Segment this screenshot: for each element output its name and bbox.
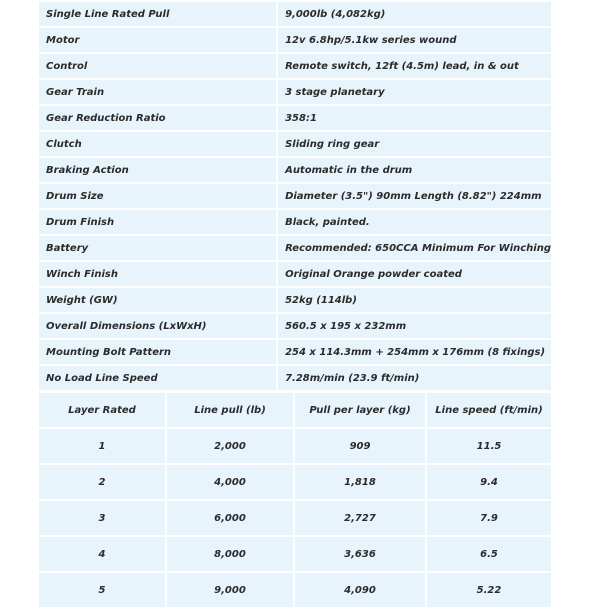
layer-cell: 3 — [39, 501, 167, 537]
line-speed-cell: 7.9 — [427, 501, 551, 537]
spec-value: Original Orange powder coated — [278, 262, 551, 288]
layer-cell: 1 — [39, 429, 167, 465]
line-pull-cell: 2,000 — [167, 429, 295, 465]
spec-row — [39, 262, 551, 288]
spec-label: Control — [39, 54, 278, 80]
spec-row — [39, 54, 551, 80]
spec-row — [39, 2, 551, 28]
pull-per-layer-cell: 3,636 — [295, 537, 427, 573]
table-row — [39, 573, 551, 609]
pull-per-layer-cell: 1,818 — [295, 465, 427, 501]
column-header-pull-per-layer: Pull per layer (kg) — [295, 393, 427, 429]
spec-row — [39, 184, 551, 210]
table-row — [39, 537, 551, 573]
performance-table — [39, 393, 551, 609]
layer-cell: 2 — [39, 465, 167, 501]
spec-label: No Load Line Speed — [39, 366, 278, 392]
spec-label: Winch Finish — [39, 262, 278, 288]
spec-label: Gear Reduction Ratio — [39, 106, 278, 132]
spec-row — [39, 132, 551, 158]
spec-row — [39, 288, 551, 314]
spec-value: Automatic in the drum — [278, 158, 551, 184]
line-speed-cell: 11.5 — [427, 429, 551, 465]
spec-row — [39, 80, 551, 106]
spec-value: 7.28m/min (23.9 ft/min) — [278, 366, 551, 392]
table-row — [39, 429, 551, 465]
table-row — [39, 501, 551, 537]
spec-value: 254 x 114.3mm + 254mm x 176mm (8 fixings) — [278, 340, 551, 366]
spec-row — [39, 158, 551, 184]
spec-label: Single Line Rated Pull — [39, 2, 278, 28]
spec-value: 358:1 — [278, 106, 551, 132]
spec-row — [39, 28, 551, 54]
line-pull-cell: 4,000 — [167, 465, 295, 501]
column-header-line-pull: Line pull (lb) — [167, 393, 295, 429]
pull-per-layer-cell: 909 — [295, 429, 427, 465]
spec-value: 560.5 x 195 x 232mm — [278, 314, 551, 340]
layer-cell: 5 — [39, 573, 167, 609]
spec-value: Black, painted. — [278, 210, 551, 236]
spec-value: 52kg (114lb) — [278, 288, 551, 314]
spec-label: Mounting Bolt Pattern — [39, 340, 278, 366]
spec-value: Recommended: 650CCA Minimum For Winching — [278, 236, 551, 262]
spec-value: 12v 6.8hp/5.1kw series wound — [278, 28, 551, 54]
spec-row — [39, 106, 551, 132]
spec-row — [39, 236, 551, 262]
table-row — [39, 465, 551, 501]
line-pull-cell: 8,000 — [167, 537, 295, 573]
spec-label: Gear Train — [39, 80, 278, 106]
line-speed-cell: 6.5 — [427, 537, 551, 573]
spec-value: Sliding ring gear — [278, 132, 551, 158]
spec-row — [39, 314, 551, 340]
pull-per-layer-cell: 2,727 — [295, 501, 427, 537]
specifications-table — [39, 2, 551, 392]
spec-value: Remote switch, 12ft (4.5m) lead, in & out — [278, 54, 551, 80]
spec-label: Motor — [39, 28, 278, 54]
line-speed-cell: 9.4 — [427, 465, 551, 501]
spec-value: 3 stage planetary — [278, 80, 551, 106]
line-speed-cell: 5.22 — [427, 573, 551, 609]
performance-header-row — [39, 393, 551, 429]
spec-label: Overall Dimensions (LxWxH) — [39, 314, 278, 340]
spec-value: Diameter (3.5") 90mm Length (8.82") 224mm — [278, 184, 551, 210]
column-header-line-speed: Line speed (ft/min) — [427, 393, 551, 429]
line-pull-cell: 9,000 — [167, 573, 295, 609]
spec-row — [39, 210, 551, 236]
spec-row — [39, 366, 551, 392]
line-pull-cell: 6,000 — [167, 501, 295, 537]
layer-cell: 4 — [39, 537, 167, 573]
spec-label: Drum Size — [39, 184, 278, 210]
spec-label: Weight (GW) — [39, 288, 278, 314]
spec-row — [39, 340, 551, 366]
spec-label: Battery — [39, 236, 278, 262]
column-header-layer: Layer Rated — [39, 393, 167, 429]
pull-per-layer-cell: 4,090 — [295, 573, 427, 609]
spec-label: Drum Finish — [39, 210, 278, 236]
spec-value: 9,000lb (4,082kg) — [278, 2, 551, 28]
spec-label: Clutch — [39, 132, 278, 158]
spec-label: Braking Action — [39, 158, 278, 184]
